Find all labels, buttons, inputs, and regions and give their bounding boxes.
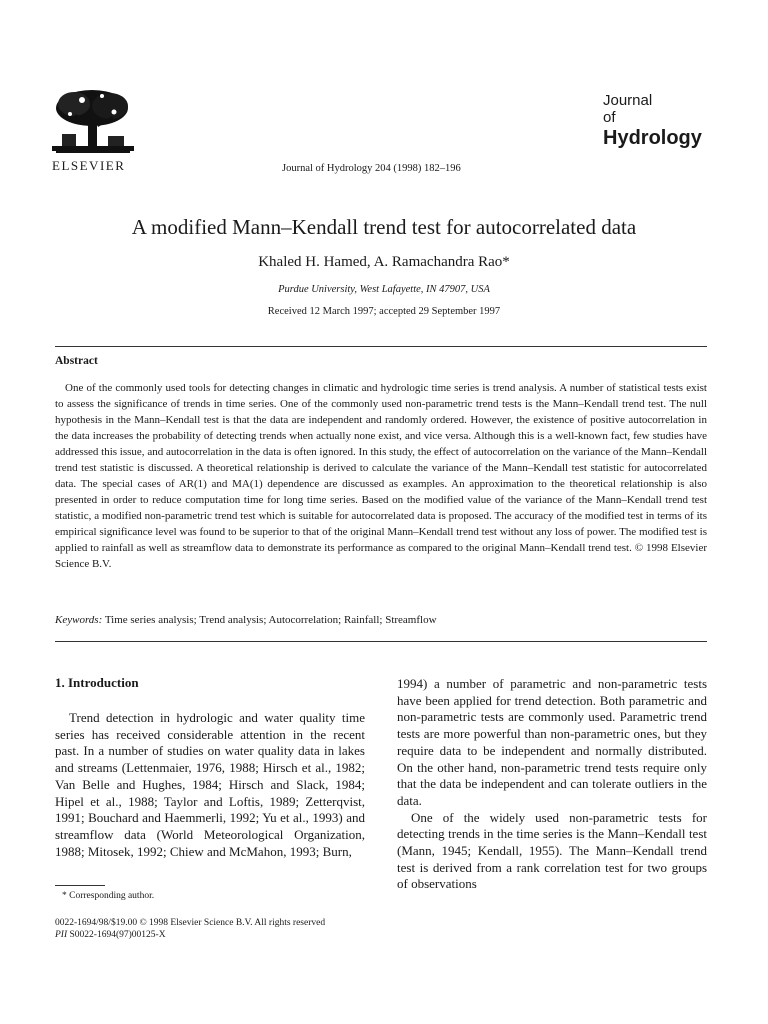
intro-paragraph-2: One of the widely used non-parametric tests for detecting trends in the time series is the Mann–Kendall test (Mann, 1945; Kendall, 1955). The Mann–Kendall trend test is derived from a rank correlation test for two groups of observations bbox=[397, 809, 707, 892]
left-column bbox=[55, 710, 365, 860]
divider-top bbox=[55, 346, 707, 347]
footnote: * Corresponding author. bbox=[62, 891, 155, 901]
copyright-line: 0022-1694/98/$19.00 © 1998 Elsevier Science B.V. All rights reserved bbox=[55, 918, 326, 928]
paper-title: A modified Mann–Kendall trend test for autocorrelated data bbox=[131, 215, 637, 239]
divider-bottom bbox=[55, 641, 707, 642]
right-column bbox=[397, 676, 707, 893]
keywords-line bbox=[55, 614, 437, 626]
journal-masthead bbox=[603, 93, 702, 149]
abstract-text bbox=[55, 380, 707, 572]
masthead-line-3: Hydrology bbox=[603, 126, 702, 149]
section-heading: 1. Introduction bbox=[55, 675, 139, 690]
pii-line bbox=[55, 929, 325, 941]
received-dates: Received 12 March 1997; accepted 29 September 1997 bbox=[267, 306, 501, 317]
keywords-text: Time series analysis; Trend analysis; Autocorrelation; Rainfall; Streamflow bbox=[104, 614, 437, 626]
copyright-block bbox=[55, 917, 325, 941]
intro-paragraph-1: Trend detection in hydrologic and water quality time series has received considerable attention in the recent past. In a number of studies on water quality data in lakes and streams (Lettenmaier, 1976, 1988; Hirsch et al., 1982; Van Belle and Hughes, 1984; Hirsch and Slack, 1984; Hipel et al., 1988; Taylor and Loftis, 1989; Zetterqvist, 1991; Bouchard and Haemmerli, 1992; Yu et al., 1993) and streamflow data (World Meteorological Organization, 1988; Mitosek, 1992; Chiew and McMahon, 1993; Burn, bbox=[55, 710, 365, 859]
masthead-line-2: of bbox=[603, 108, 616, 126]
keywords-label: Keywords: bbox=[55, 614, 103, 626]
intro-paragraph-1-cont: 1994) a number of parametric and non-parametric tests have been applied for trend detection. Both parametric and non-parametric tests are commonly used. Parametric trend tests are more powerful than non-parametric ones, but they require data to be independent and normally distributed. On the other hand, non-parametric trend tests require only that the data be independent and can tolerate outliers in the data. bbox=[397, 676, 707, 808]
abstract-body: One of the commonly used tools for detecting changes in climatic and hydrologic time series is trend analysis. A number of statistical tests exist to assess the significance of trends in time series. One of the commonly used non-parametric trend tests is the Mann–Kendall trend test. The null hypothesis in the Mann–Kendall test is that the data are independent and randomly ordered. However, the existence of positive autocorrelation in the data increases the probability of detecting trends when actually none exist, and vice versa. Although this is a well-known fact, few studies have addressed this issue, and autocorrelation in the data is often ignored. In this study, the effect of autocorrelation on the variance of the Mann–Kendall trend test statistic is discussed. A theoretical relationship is derived to calculate the variance of the Mann–Kendall test statistic for autocorrelated data. The special cases of AR(1) and MA(1) dependence are discussed as examples. An approximation to the theoretical relationship is also presented in order to reduce computation time for long time series. Based on the modified value of the variance of the Mann–Kendall trend test statistic, a modified non-parametric trend test which is suitable for autocorrelated data is proposed. The accuracy of the modified test in terms of its empirical significance level was found to be superior to that of the original Mann–Kendall trend test without any loss of power. The modified test is applied to rainfall as well as streamflow data to demonstrate its performance as compared to the original Mann–Kendall trend test. © 1998 Elsevier Science B.V. bbox=[55, 382, 707, 570]
publisher-name: ELSEVIER bbox=[52, 158, 126, 173]
abstract-heading: Abstract bbox=[55, 355, 98, 367]
pii-label: PII bbox=[55, 930, 68, 940]
affiliation: Purdue University, West Lafayette, IN 47907, USA bbox=[278, 284, 490, 295]
footnote-rule bbox=[55, 885, 105, 886]
masthead-line-1: Journal bbox=[603, 92, 653, 109]
journal-reference: Journal of Hydrology 204 (1998) 182–196 bbox=[282, 163, 461, 174]
pii-value: S0022-1694(97)00125-X bbox=[69, 930, 166, 940]
elsevier-tree-logo bbox=[52, 86, 134, 156]
authors: Khaled H. Hamed, A. Ramachandra Rao* bbox=[258, 254, 510, 270]
